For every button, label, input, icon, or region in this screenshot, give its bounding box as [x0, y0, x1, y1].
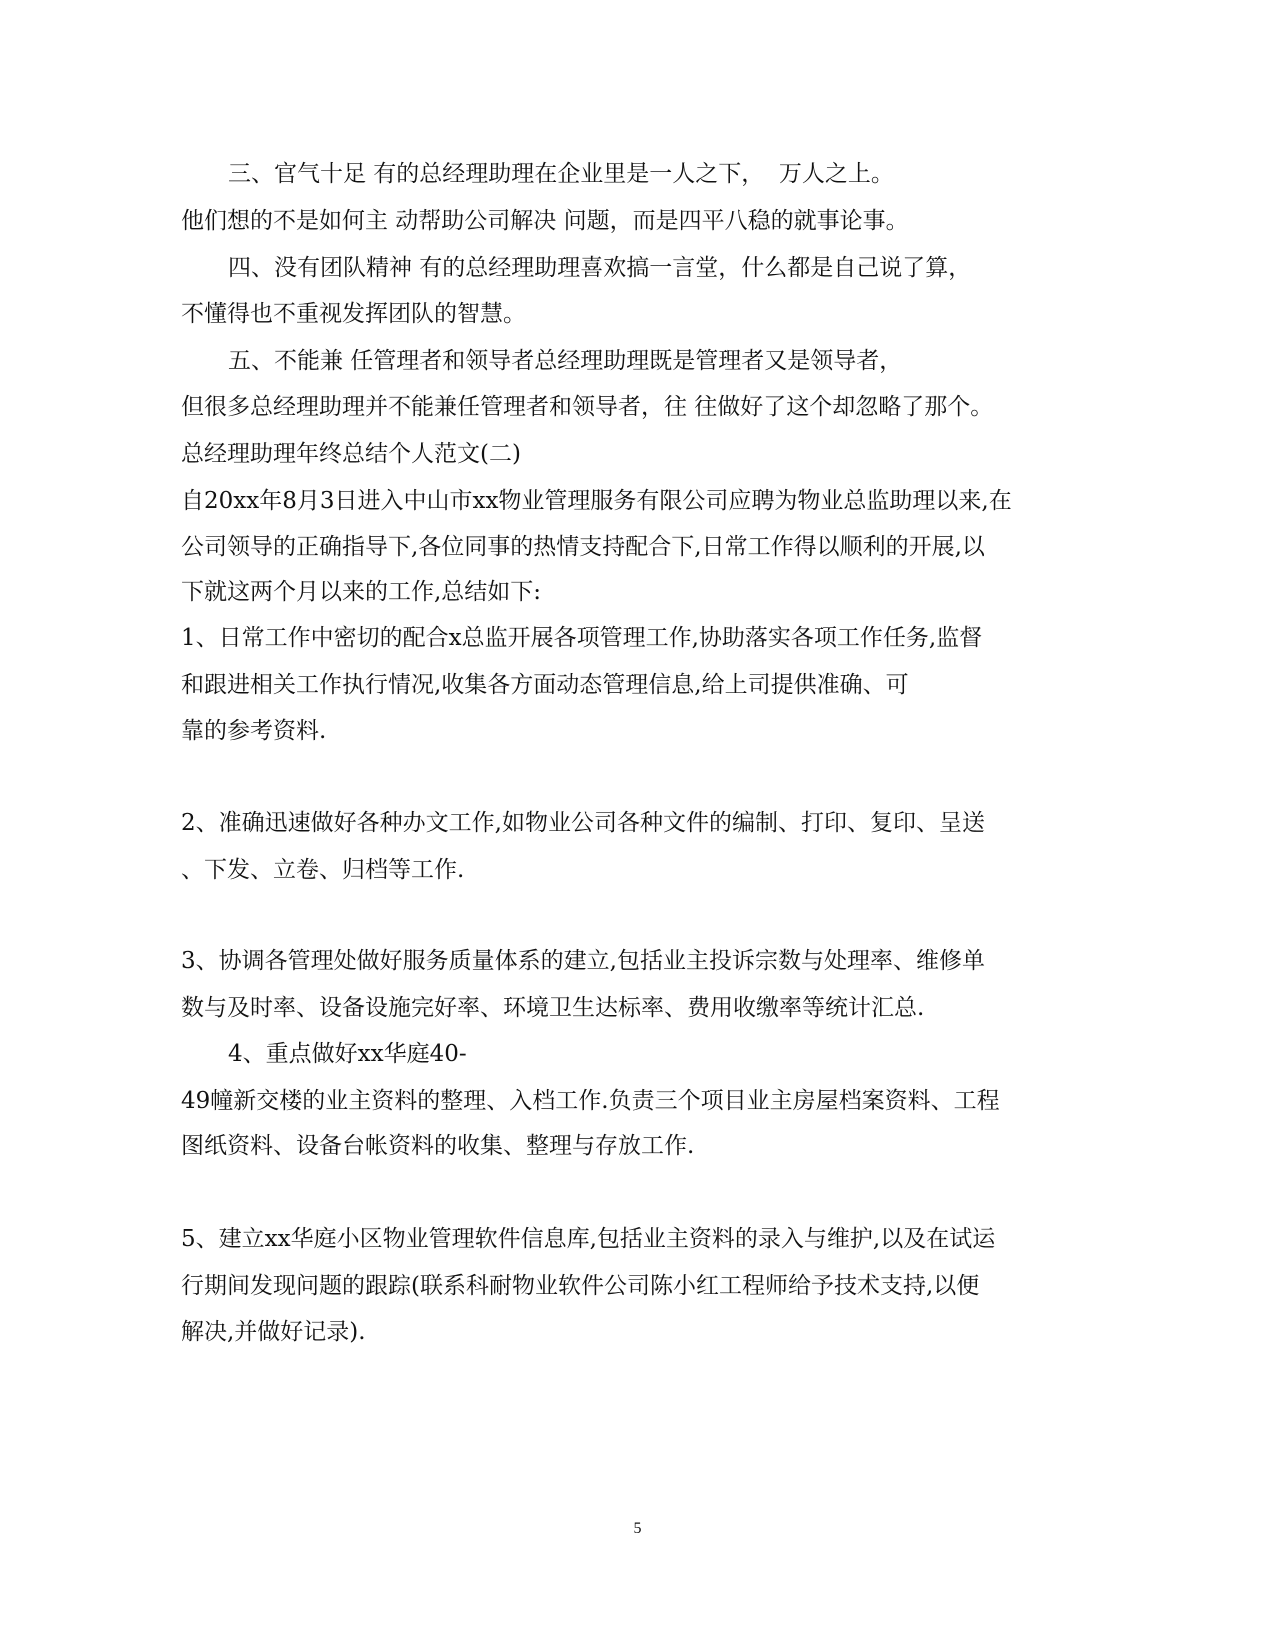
paragraph-line: 1、日常工作中密切的配合x总监开展各项管理工作,协助落实各项工作任务,监督: [181, 625, 983, 651]
paragraph-line: 数与及时率、设备设施完好率、环境卫生达标率、费用收缴率等统计汇总.: [181, 995, 925, 1021]
paragraph-line: 49幢新交楼的业主资料的整理、入档工作.负责三个项目业主房屋档案资料、工程: [181, 1088, 1000, 1114]
paragraph-line: 自20xx年8月3日进入中山市xx物业管理服务有限公司应聘为物业总监助理以来,在: [181, 488, 1012, 514]
paragraph-line: 公司领导的正确指导下,各位同事的热情支持配合下,日常工作得以顺利的开展,以: [181, 534, 985, 560]
paragraph-line: 5、建立xx华庭小区物业管理软件信息库,包括业主资料的录入与维护,以及在试运: [181, 1226, 996, 1252]
paragraph-line: 行期间发现问题的跟踪(联系科耐物业软件公司陈小红工程师给予技术支持,以便: [181, 1273, 980, 1299]
page-number: 5: [633, 1520, 642, 1537]
section-heading: 总经理助理年终总结个人范文(二): [181, 441, 521, 467]
paragraph-line: 不懂得也不重视发挥团队的智慧。: [181, 301, 526, 327]
paragraph-line: 下就这两个月以来的工作,总结如下:: [181, 579, 542, 605]
paragraph-line: 但很多总经理助理并不能兼任管理者和领导者，往 往做好了这个却忽略了那个。: [181, 394, 994, 420]
paragraph-line: 靠的参考资料.: [181, 718, 327, 744]
paragraph-line: 4、重点做好xx华庭40-: [228, 1041, 467, 1067]
paragraph-line: 图纸资料、设备台帐资料的收集、整理与存放工作.: [181, 1133, 695, 1159]
paragraph-line: 解决,并做好记录).: [181, 1319, 366, 1345]
paragraph-line: 、下发、立卷、归档等工作.: [181, 857, 465, 883]
paragraph-line: 四、没有团队精神 有的总经理助理喜欢搞一言堂，什么都是自己说了算，: [228, 255, 972, 281]
paragraph-line: 他们想的不是如何主 动帮助公司解决 问题，而是四平八稳的就事论事。: [181, 208, 909, 234]
paragraph-line: 和跟进相关工作执行情况,收集各方面动态管理信息,给上司提供准确、可: [181, 672, 909, 698]
paragraph-line: 三、官气十足 有的总经理助理在企业里是一人之下， 万人之上。: [228, 161, 894, 187]
paragraph-line: 3、协调各管理处做好服务质量体系的建立,包括业主投诉宗数与处理率、维修单: [181, 948, 985, 974]
paragraph-line: 五、不能兼 任管理者和领导者总经理助理既是管理者又是领导者，: [228, 348, 903, 374]
paragraph-line: 2、准确迅速做好各种办文工作,如物业公司各种文件的编制、打印、复印、呈送: [181, 810, 985, 836]
